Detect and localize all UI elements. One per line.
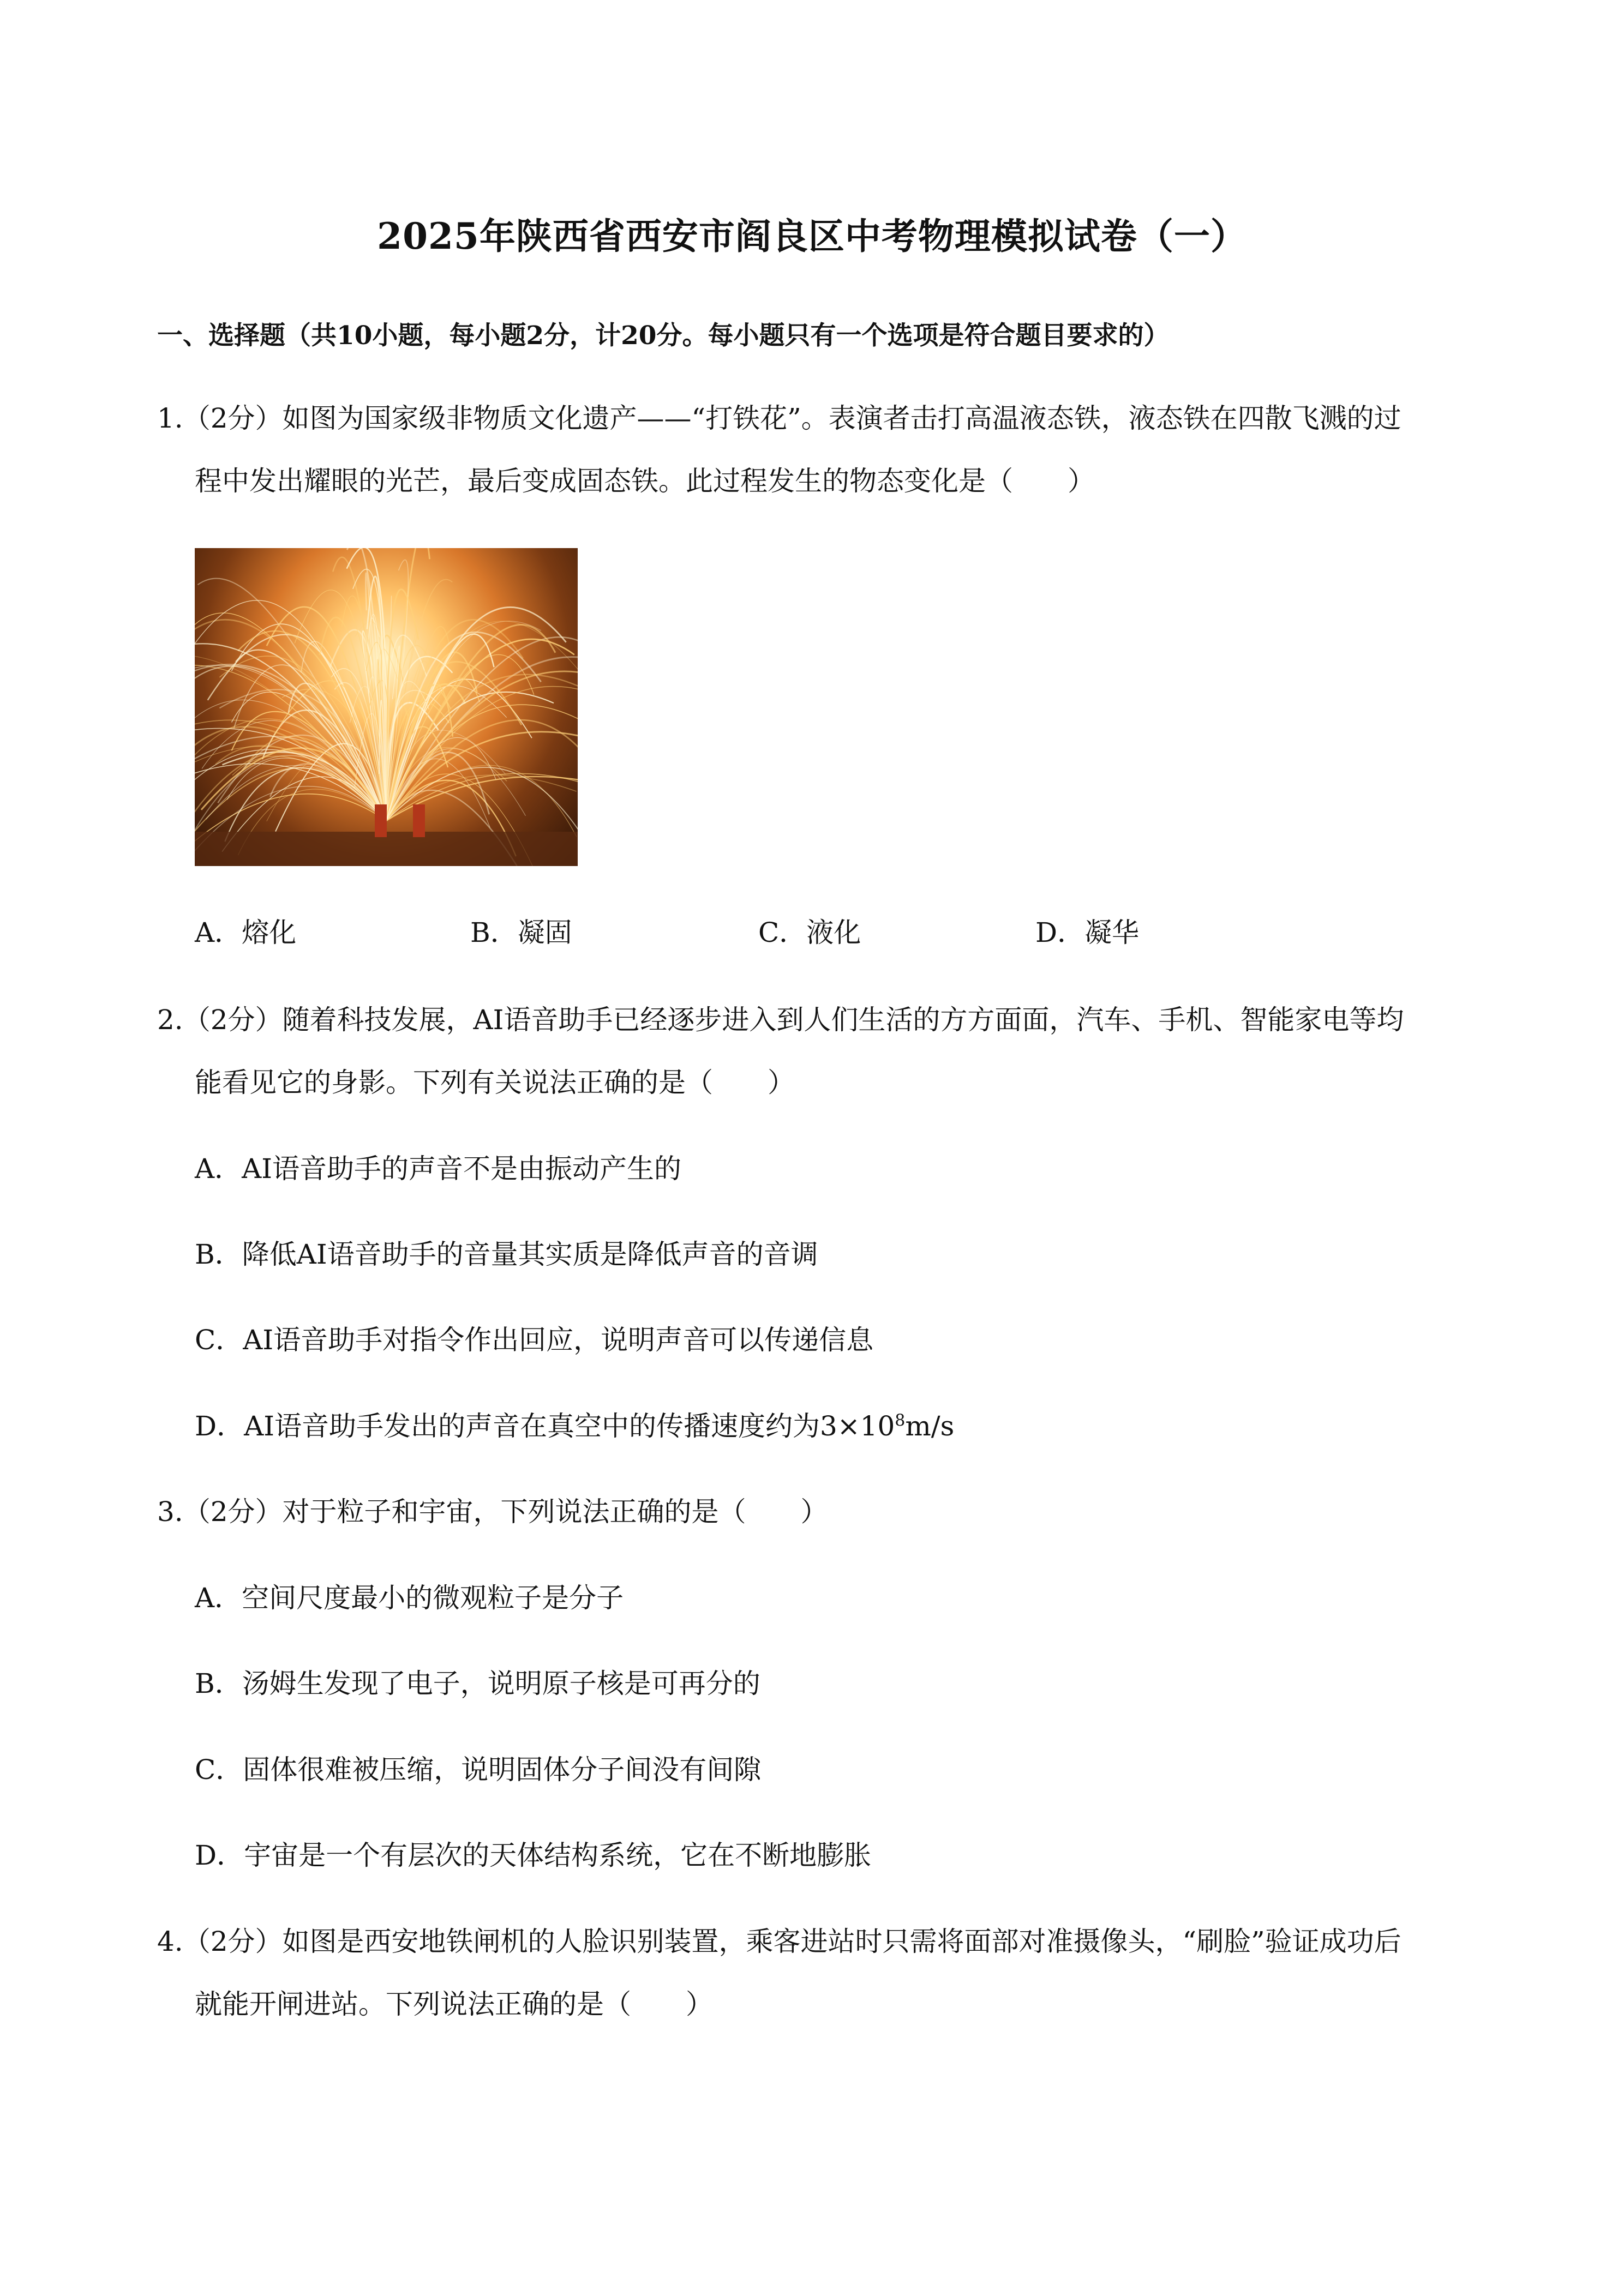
question-2-line-1: 2.（2分）随着科技发展，AI语音助手已经逐步进入到人们生活的方方面面，汽车、手机、智能家电等均 <box>157 1004 1404 1036</box>
unit-text: m/s <box>905 1410 955 1442</box>
page-title: 2025年陕西省西安市阎良区中考物理模拟试卷（一） <box>377 215 1247 257</box>
question-2-line-2: 能看见它的身影。下列有关说法正确的是（ ） <box>195 1067 795 1098</box>
question-4-line-1: 4.（2分）如图是西安地铁闸机的人脸识别装置，乘客进站时只需将面部对准摄像头，“刷脸”验证成功后 <box>157 1926 1401 1957</box>
question-1-line-1: 1.（2分）如图为国家级非物质文化遗产——“打铁花”。表演者击打高温液态铁，液态铁在四散飞溅的过 <box>157 402 1401 434</box>
question-3-option-d[interactable]: D．宇宙是一个有层次的天体结构系统，它在不断地膨胀 <box>195 1840 872 1871</box>
question-3-option-b[interactable]: B．汤姆生发现了电子，说明原子核是可再分的 <box>195 1668 760 1699</box>
question-1-option-c[interactable]: C．液化 <box>758 917 861 948</box>
question-2-option-d-text: D．AI语音助手发出的声音在真空中的传播速度约为3×10 <box>195 1410 895 1442</box>
question-1-option-b[interactable]: B．凝固 <box>470 917 572 948</box>
section-heading: 一、选择题（共10小题，每小题2分，计20分。每小题只有一个选项是符合题目要求的） <box>157 321 1170 351</box>
question-2-option-a[interactable]: A．AI语音助手的声音不是由振动产生的 <box>195 1153 681 1185</box>
question-1-line-2: 程中发出耀眼的光芒，最后变成固态铁。此过程发生的物态变化是（ ） <box>195 465 1095 497</box>
question-4-line-2: 就能开闸进站。下列说法正确的是（ ） <box>195 1988 713 2020</box>
question-3-line-1: 3.（2分）对于粒子和宇宙，下列说法正确的是（ ） <box>157 1496 828 1528</box>
question-3-option-a[interactable]: A．空间尺度最小的微观粒子是分子 <box>195 1582 624 1614</box>
question-3-option-c[interactable]: C．固体很难被压缩，说明固体分子间没有间隙 <box>195 1754 762 1786</box>
exponent: 8 <box>895 1411 906 1431</box>
question-1-option-d[interactable]: D．凝华 <box>1035 917 1140 948</box>
question-1-option-a[interactable]: A．熔化 <box>195 917 297 948</box>
question-2-option-d[interactable] <box>195 1410 954 1442</box>
question-2-option-c[interactable]: C．AI语音助手对指令作出回应，说明声音可以传递信息 <box>195 1324 874 1356</box>
iron-flower-photo <box>195 548 578 866</box>
question-2-option-b[interactable]: B．降低AI语音助手的音量其实质是降低声音的音调 <box>195 1239 818 1270</box>
